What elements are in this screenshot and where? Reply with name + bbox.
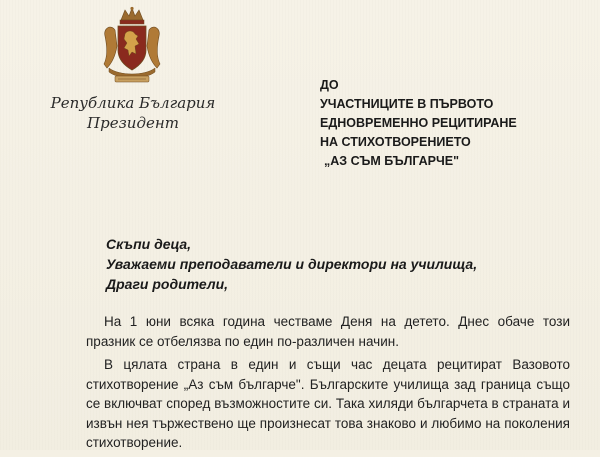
addressee-line: УЧАСТНИЦИТЕ В ПЪРВОТО bbox=[320, 97, 494, 111]
addressee-line: ЕДНОВРЕМЕННО РЕЦИТИРАНЕ bbox=[320, 116, 517, 130]
bulgaria-coat-of-arms-icon bbox=[101, 6, 163, 84]
salutation-line: Драги родители, bbox=[106, 276, 229, 292]
body-paragraph: На 1 юни всяка година честваме Деня на детето. Днес обаче този празник се отбелязва по един по-различен начин. bbox=[86, 314, 570, 349]
addressee-line: НА СТИХОТВОРЕНИЕТО bbox=[320, 135, 471, 149]
president-heading: Президент bbox=[87, 114, 179, 132]
addressee-line: ДО bbox=[320, 78, 339, 92]
body-paragraph: В цялата страна в един и същи час децата рецитират Вазовото стихотворение „Аз съм българче". Българските училища зад граница също се включват според възможностите си. Така хиляди българчета в страната и извън нея тържествено ще произнесат това знаково и любимо на поколения стихотворение. bbox=[86, 357, 570, 450]
salutation-block bbox=[106, 234, 477, 294]
salutation-line: Скъпи деца, bbox=[106, 236, 192, 252]
addressee-block bbox=[320, 76, 590, 171]
republic-heading: Република България bbox=[50, 94, 216, 112]
addressee-line: „АЗ СЪМ БЪЛГАРЧЕ" bbox=[324, 154, 460, 168]
letter-body bbox=[86, 312, 570, 457]
salutation-line: Уважаеми преподаватели и директори на училища, bbox=[106, 256, 478, 272]
